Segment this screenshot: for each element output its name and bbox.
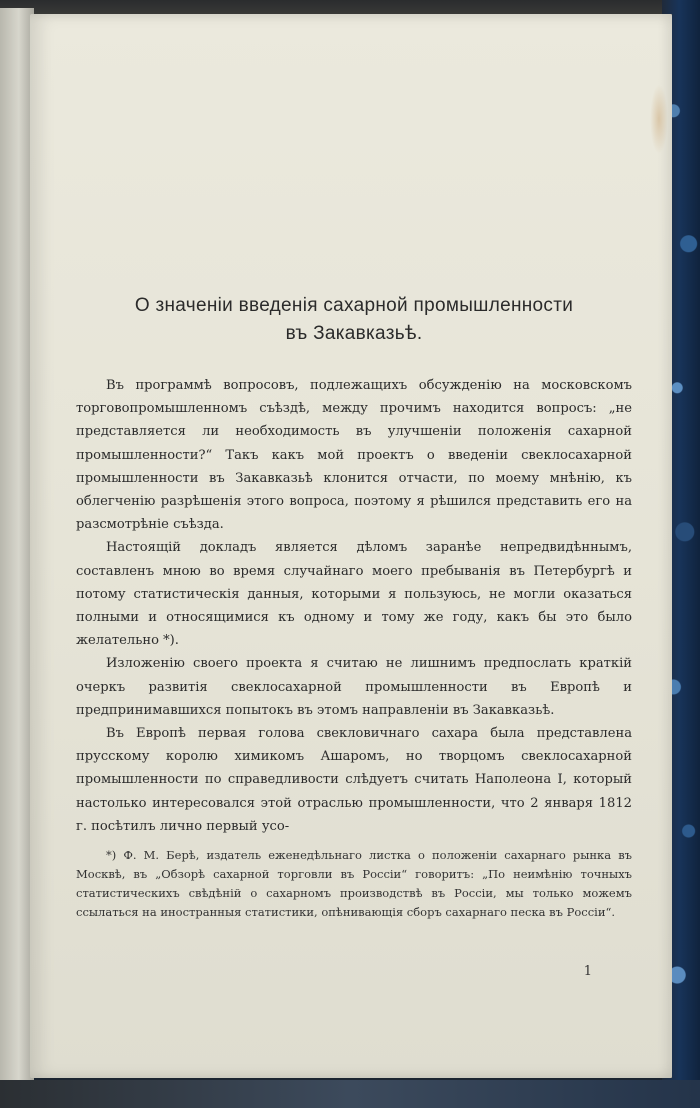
page-number: 1 xyxy=(583,964,592,979)
book-bottom-edge xyxy=(0,1080,700,1108)
page-content xyxy=(76,292,632,922)
footnote: *) Ф. М. Берѣ, издатель еженедѣльнаго листка о положеніи сахарнаго рынка въ Москвѣ, въ „Обзорѣ сахарной торговли въ Россіи“ говоритъ: „По неимѣнію точныхъ статистическихъ свѣдѣній о сахарномъ производствѣ въ Россіи, мы только можемъ ссылаться на иностранныя статистики, опѣнивающія сборъ сахарнаго песка въ Россіи“. xyxy=(76,848,632,920)
title-line-1: О значеніи введенія сахарной промышленности xyxy=(134,295,574,316)
paragraph-4: Въ Европѣ первая голова свекловичнаго сахара была представлена прусскому королю химикомъ Ашаромъ, но творцомъ свеклосахарной промышленности по справедливости слѣдуетъ считать Наполеона I, который настолько интересовался этой отраслью промышленности, что 2 января 1812 г. посѣтилъ лично первый усо- xyxy=(76,726,632,834)
title-line-2: въ Закавказьѣ. xyxy=(285,323,423,344)
paragraph-2: Настоящій докладъ является дѣломъ заранѣе непредвидѣннымъ, составленъ мною во время случайнаго моего пребыванія въ Петербургѣ и потому статистическія данныя, которыми я пользуюсь, не могли оказаться полными и относящимися къ одному и тому же году, какъ бы это было желательно *). xyxy=(76,540,632,649)
page-stain xyxy=(650,84,668,154)
document-page xyxy=(30,14,672,1078)
paragraph-3: Изложенію своего проекта я считаю не лишнимъ предпослать краткій очеркъ развитія свеклосахарной промышленности въ Европѣ и предпринимавшихся попытокъ въ этомъ направленіи въ Закавказьѣ. xyxy=(76,656,632,718)
left-page-edge xyxy=(0,8,34,1108)
paragraph-1: Въ программѣ вопросовъ, подлежащихъ обсужденію на московскомъ торговопромышленномъ съѣздѣ, между прочимъ находится вопросъ: „не представляется ли необходимость въ улучшеніи положенія сахарной промышленности?“ Такъ какъ мой проектъ о введеніи свеклосахарной промышленности въ Закавказьѣ клонится отчасти, по моему мнѣнію, къ облегченію разрѣшенія этого вопроса, поэтому я рѣшился представить его на разсмотрѣніе съѣзда. xyxy=(76,378,632,533)
